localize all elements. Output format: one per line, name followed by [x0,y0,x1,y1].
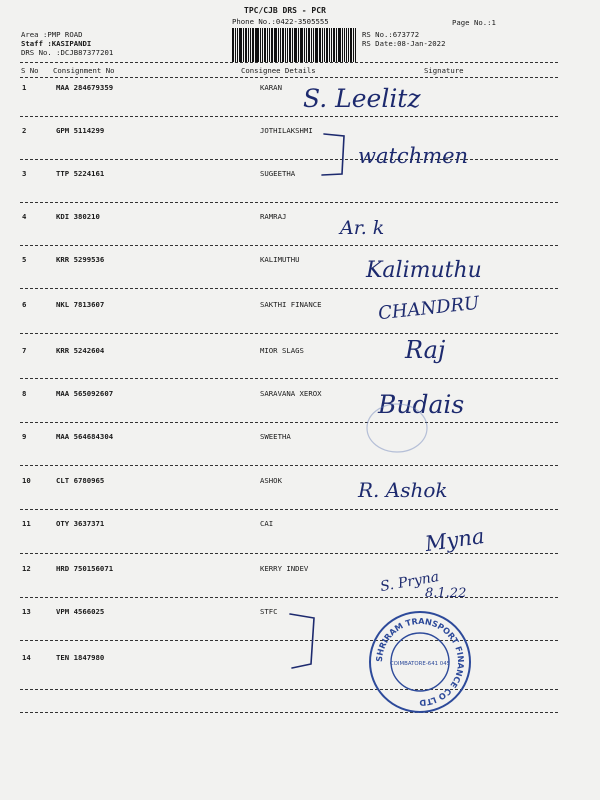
barcode-bar [329,28,330,62]
row-consignment: KDI 380210 [56,212,100,221]
signature-6: CHANDRU [377,292,481,325]
barcode-bar [248,28,249,62]
row-divider [20,553,558,554]
barcode-bar [252,28,254,62]
rs-date: RS Date:08-Jan-2022 [362,39,446,48]
row-divider [20,159,558,160]
row-divider [20,333,558,334]
row-sno: 14 [22,653,31,662]
row-consignment: KRR 5299536 [56,255,105,264]
row-sno: 6 [22,300,27,309]
barcode-bar [264,28,266,62]
row-sno: 3 [22,169,27,178]
row-divider [20,202,558,203]
barcode-bar [243,28,244,62]
barcode-bar [315,28,318,62]
row-consignee: JOTHILAKSHMI [260,126,313,135]
barcode-bar [289,28,291,62]
row-divider [20,288,558,289]
signature-7: Raj [405,336,446,364]
row-consignment: GPM 5114299 [56,126,105,135]
row-consignee: KERRY INDEV [260,564,309,573]
signature-12-date: 8.1.22 [425,586,467,601]
column-header-divider [20,77,558,78]
col-header-sno: S No [21,66,39,75]
row-consignee: ASHOK [260,476,282,485]
signature-2: watchmen [358,144,469,168]
barcode-bar [250,28,251,62]
seal-ring-text: SHRIRAM TRANSPORT FINANCE CO LTD [373,615,467,709]
footer-divider [20,712,558,713]
faint-stamp-mark [362,398,432,458]
barcode-bar [280,28,281,62]
barcode-bar [311,28,312,62]
row-sno: 4 [22,212,27,221]
row-consignment: MAA 565092607 [56,389,114,398]
signature-8: Budais [378,390,465,419]
company-seal [366,608,474,716]
rs-number: RS No.:673772 [362,30,420,39]
barcode-bar [342,28,343,62]
barcode-bar [287,28,288,62]
col-header-consignee: Consignee Details [241,66,316,75]
barcode-bar [298,28,299,62]
barcode-bar [235,28,236,62]
barcode-bar [237,28,238,62]
row-divider [20,465,558,466]
row-consignee: SAKTHI FINANCE [260,300,322,309]
bracket-rows-13-14 [286,608,326,672]
barcode-bar [336,28,337,62]
barcode-bar [255,28,256,62]
barcode [232,28,357,62]
row-consignee: MIOR SLAGS [260,346,304,355]
signature-1: S. Leelitz [303,84,421,113]
row-consignee: SUGEETHA [260,169,296,178]
barcode-bar [278,28,279,62]
barcode-bar [294,28,297,62]
row-consignee: CAI [260,519,274,528]
row-sno: 1 [22,83,27,92]
barcode-bar [353,28,354,62]
barcode-bar [245,28,247,62]
row-consignment: TEN 1847980 [56,653,105,662]
row-consignment: MAA 284679359 [56,83,114,92]
barcode-bar [348,28,349,62]
row-consignment: KRR 5242604 [56,346,105,355]
col-header-consignment: Consignment No [53,66,115,75]
row-consignee: KALIMUTHU [260,255,300,264]
barcode-bar [269,28,270,62]
barcode-bar [239,28,242,62]
barcode-bar [326,28,328,62]
barcode-bar [232,28,234,62]
signature-10: R. Ashok [358,478,448,502]
row-sno: 5 [22,255,27,264]
row-divider [20,378,558,379]
row-sno: 13 [22,607,31,616]
barcode-bar [355,28,356,62]
barcode-bar [267,28,268,62]
barcode-bar [282,28,284,62]
row-sno: 8 [22,389,27,398]
barcode-bar [308,28,310,62]
barcode-bar [306,28,307,62]
page-number: Page No.:1 [452,18,496,27]
barcode-bar [344,28,345,62]
document-title: TPC/CJB DRS - PCR [244,6,326,15]
row-divider [20,689,558,690]
barcode-bar [301,28,303,62]
signature-4: Ar. k [340,217,385,239]
row-consignment: NKL 7813607 [56,300,105,309]
barcode-bar [319,28,321,62]
row-divider [20,597,558,598]
barcode-bar [338,28,341,62]
row-sno: 11 [22,519,31,528]
barcode-bar [333,28,335,62]
signature-12: S. Pryna [379,568,441,596]
signature-5: Kalimuthu [366,258,482,283]
row-consignment: CLT 6780965 [56,476,105,485]
row-consignee: SWEETHA [260,432,291,441]
row-sno: 7 [22,346,27,355]
barcode-bar [285,28,286,62]
bracket-rows-2-3 [318,130,358,180]
row-consignment: VPM 4566025 [56,607,105,616]
barcode-bar [262,28,263,62]
row-sno: 9 [22,432,27,441]
row-consignee: RAMRAJ [260,212,287,221]
barcode-bar [350,28,352,62]
row-sno: 10 [22,476,31,485]
row-sno: 12 [22,564,31,573]
row-consignment: TTP 5224161 [56,169,105,178]
barcode-bar [304,28,305,62]
barcode-bar [331,28,332,62]
barcode-bar [300,28,301,62]
area-label: Area :PMP ROAD [21,30,83,39]
row-divider [20,509,558,510]
barcode-bar [274,28,277,62]
barcode-bar [256,28,259,62]
row-consignee: SARAVANA XEROX [260,389,322,398]
row-divider [20,422,558,423]
row-consignment: MAA 564684304 [56,432,114,441]
barcode-bar [322,28,323,62]
staff-label: Staff :KASIPANDI [21,39,92,48]
row-divider [20,245,558,246]
barcode-bar [260,28,261,62]
signature-11: Myna [423,523,486,557]
row-divider [20,116,558,117]
barcode-bar [346,28,348,62]
row-consignee: STFC [260,607,278,616]
barcode-bar [324,28,325,62]
header-divider [20,62,558,63]
barcode-bar [271,28,273,62]
row-consignment: HRD 750156071 [56,564,114,573]
phone-number: Phone No.:0422-3505555 [232,17,329,26]
row-consignment: OTY 3637371 [56,519,105,528]
barcode-bar [292,28,293,62]
seal-center-text: COIMBATORE-641 045 [389,661,451,667]
row-consignee: KARAN [260,83,282,92]
row-sno: 2 [22,126,27,135]
col-header-signature: Signature [424,66,464,75]
barcode-bar [313,28,314,62]
drs-number: DRS No. :DCJB87377201 [21,48,114,57]
